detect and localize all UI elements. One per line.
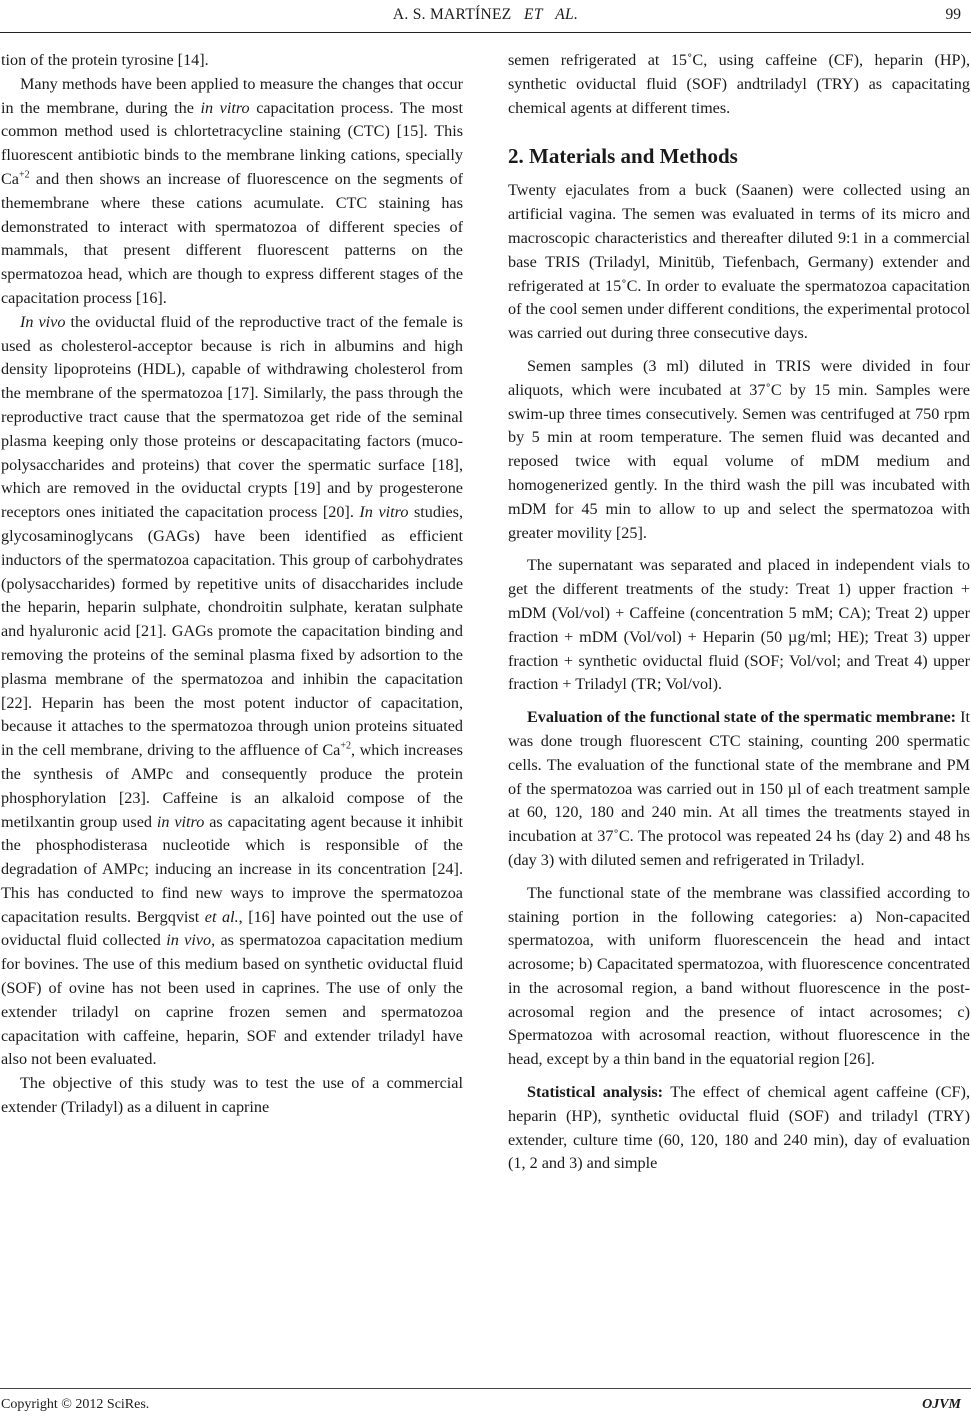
header-rule: [0, 32, 971, 33]
paragraph-classification: The functional state of the membrane was classified according to staining portion in the following categories: a) Non-capacited spermatozoa, with uniform fluorescencein the head and intact acrosome; b) Capacitated spermatozoa, with fluorescence concentrated in the acrosomal region, a band without fluorescence in the post-acrosomal region and the presence of intact acrosomes; c) Spermatozoa with acrosomal reaction, without fluorescence in the head, except by a thin band in the equatorial region [26].: [508, 883, 970, 1069]
paragraph-evaluation: [508, 706, 970, 873]
page-number: 99: [945, 6, 961, 23]
section-title: 2. Materials and Methods: [508, 144, 738, 169]
paragraph-ctc: Many methods have been applied to measure the changes that occur in the membrane, during the in vitro capacitation process. The most common method used is chlortetracycline staining (CTC) [15]. This fluorescent antibiotic binds to the membrane linking cations, specially $Ca^{+2}$ and then shows an increase of fluorescence on the segments of themembrane where these cations acumulate. CTC staining has demonstrated to interact with spermatozoa of different species of mammals, that present different fluorescent patterns on the spermatozoa head, which are though to express different stages of the capacitation process [16].: [1, 74, 463, 307]
page-header: [0, 0, 971, 34]
copyright-notice: Copyright © 2012 SciRes.: [1, 1397, 150, 1412]
paragraph-statistics: [508, 1081, 970, 1176]
statistics-heading: Statistical analysis:: [527, 1083, 664, 1102]
statistics-text: The effect of chemical agent caffeine (CF), heparin (HP), synthetic oviductal fluid (SOF) and triladyl (TRY) extender, culture time (60, 120, 180 and 240 min), day of evaluation (1, 2 and 3) and simple: [508, 1083, 970, 1173]
paragraph-in-vivo: In vivo the oviductal fluid of the reproductive tract of the female is used as cholesterol-acceptor because is rich in albumins and high density lipoproteins (HDL), capable of withdrawing cholesterol from the membrane of the spermatozoa [17]. Similarly, the pass through the reproductive tract cause that the spermatozoa get ride of the seminal plasma keeping only those proteins or descapacitating factors (muco-polysaccharides and proteins) that cover the spermatic surface [18], which are removed in the oviductal crypts [19] and by progesterone receptors ones initiated the capacitation process [20]. In vitro studies, glycosaminoglycans (GAGs) have been identified as efficient inductors of the spermatozoa capacitation. This group of carbohydrates (polysaccharides) formed by repetitive units of disaccharides include the heparin, heparin sulphate, chondroitin sulphate, keratan sulphate and hyaluronic acid [21]. GAGs promote the capacitation binding and removing the proteins of the seminal plasma fixed by adsortion to the plasma membrane of the spermatozoa and inhibin the capacitation [22]. Heparin has been the most potent inductor of capacitation, because it attaches to the spermatozoa through union proteins situated in the cell membrane, driving to the affluence of $Ca^{+2}$, which increases the synthesis of AMPc and consequently produce the protein phosphorylation [23]. Caffeine is an alkaloid compose of the metilxantin group used in vitro as capacitating agent because it inhibit the phosphodisterasa nucleotide which is responsible of the degradation of AMPc; inducing an increase in its concentration [24]. This has conducted to find new ways to improve the spermatozoa capacitation results. Bergqvist et al., [16] have pointed out the use of oviductal fluid collected in vivo, as spermatozoa capacitation medium for bovines. The use of this medium based on synthetic oviductal fluid (SOF) of ovine has not been used in caprines. The use of only the extender triladyl on caprine frozen semen and spermatozoa capacitation with caffeine, heparin, SOF and extender triladyl have also not been evaluated.: [1, 312, 463, 1069]
right-column: [508, 49, 970, 1176]
paragraph-continuation: tion of the protein tyrosine [14].: [1, 51, 209, 69]
left-column: [1, 49, 463, 1120]
running-head-etal: ET AL.: [524, 6, 579, 23]
paragraph-treatments: The supernatant was separated and placed in independent vials to get the different treatments of the study: Treat 1) upper fraction + mDM (Vol/vol) + Caffeine (concentration 5 mM; CA); Treat 2) upper fraction + mDM (Vol/vol) + Heparin (50 µg/ml; HE); Treat 3) upper fraction + synthetic oviductal fluid (SOF; Vol/vol; and Treat 4) upper fraction + Triladyl (TR; Vol/vol).: [508, 556, 970, 694]
running-head: [0, 6, 971, 24]
paragraph-ejaculates: Twenty ejaculates from a buck (Saanen) were collected using an artificial vagina. The semen was evaluated in terms of its micro and macroscopic characteristics and thereafter diluted 9:1 in a commercial base TRIS (Triladyl, Minitüb, Tiefenbach, Germany) extender and refrigerated at 15˚C. In order to evaluate the spermatozoa capacitation of the cool semen under different conditions, the experimental protocol was carried out during three consecutive days.: [508, 181, 970, 343]
evaluation-text: It was done trough fluorescent CTC staining, counting 200 spermatic cells. The evaluation of the functional state of the membrane and PM of the spermatozoa was carried out in 150 µl of each treatment sample at 60, 120, 180 and 240 min. At all times the treatments stayed in incubation at 37˚C. The protocol was repeated 24 hs (day 2) and 48 hs (day 3) with diluted semen and refrigerated in Triladyl.: [508, 708, 970, 869]
footer-rule: [0, 1388, 971, 1389]
paragraph-objective: The objective of this study was to test the use of a commercial extender (Triladyl) as a diluent in caprine: [1, 1074, 463, 1117]
paragraph-intro-end: semen refrigerated at 15˚C, using caffeine (CF), heparin (HP), synthetic oviductal fluid (SOF) andtriladyl (TRY) as capacitating chemical agents at different times.: [508, 51, 970, 117]
paragraph-semen-samples: Semen samples (3 ml) diluted in TRIS were divided in four aliquots, which were incubated at 37˚C by 15 min. Samples were swim-up three times consecutively. Semen was centrifuged at 750 rpm by 5 min at room temperature. The semen fluid was decanted and reposed twice with equal volume of mDM medium and homogenerized gently. In the third wash the pill was incubated with mDM for 45 min to allow to up and select the spermatozoa with greater movility [25].: [508, 356, 970, 542]
running-head-authors: A. S. MARTÍNEZ: [392, 6, 512, 23]
evaluation-heading: Evaluation of the functional state of the spermatic membrane:: [527, 708, 957, 727]
journal-abbreviation: OJVM: [922, 1397, 961, 1412]
